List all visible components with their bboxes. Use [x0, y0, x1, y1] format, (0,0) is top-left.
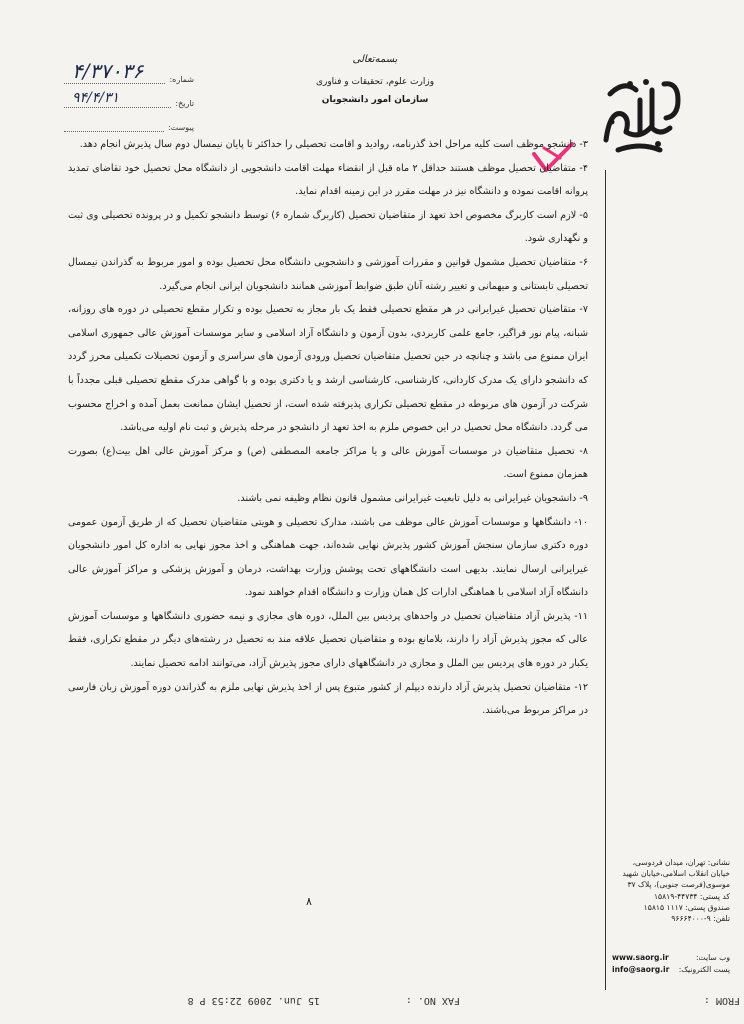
fax-header — [90, 990, 740, 1006]
website-label: وب سایت: — [695, 953, 730, 962]
paragraph-12: ۱۲- متقاضیان تحصیل پذیرش آزاد دارنده دیپلم از کشور متبوع پس از اخذ پذیرش نهایی ملزم به گذراندن دوره آموزش زبان فارسی در مراکز مربوط می‌باشند. — [68, 681, 588, 717]
date-value: ۹۴/۴/۳۱ — [72, 90, 120, 106]
fax-from: FROM : — [703, 995, 740, 1006]
number-row — [64, 60, 194, 84]
page-number: ۸ — [306, 895, 312, 908]
letterhead — [300, 54, 450, 105]
date-row — [64, 84, 194, 108]
paragraph-7: ۷- متقاضیان تحصیل غیرایرانی در هر مقطع تحصیلی فقط یک بار مجاز به تحصیل بوده و تکرار مقطع تحصیلی در دوره های روزانه، شبانه، پیام نور فراگیر، جامع علمی کاربردی، بدون آزمون و دانشگاه آزاد اسلامی و سایر موسسات آموزش عالی جمهوری اسلامی ایران ممنوع می باشد و چنانچه در حین تحصیل متقاضیان تحصیل ورودی آزمون های سراسری و آزمون تحصیلات تکمیلی محرز گردد که دانشجو دارای یک مدرک کاردانی، کارشناسی، کارشناسی ارشد و یا دکتری بوده و با گواهی مدرک مقطع تحصیلی قبلی مجدداً با شرکت در آزمون های مربوطه در مقطع تحصیلی تکراری پذیرفته شده است، از تحصیل ایشان ممانعت بعمل آمده و اخراج محسوب می گردد. دانشگاه محل تحصیل در این خصوص ملزم به اخذ تعهد از دانشجو در مرحله پذیرش و ثبت نام اولیه می‌باشد. — [68, 304, 588, 434]
ministry-name: وزارت علوم، تحقیقات و فناوری — [315, 77, 435, 87]
paragraph-9: ۹- دانشجویان غیرایرانی به دلیل تابعیت غیرایرانی مشمول قانون نظام وظیفه نمی باشند. — [237, 492, 588, 504]
email-label: پست الکترونیک: — [678, 964, 730, 974]
fax-number: FAX NO. : — [405, 995, 460, 1006]
po-box: صندوق پستی: ۱۱۱۷ ۱۵۸۱۵ — [643, 902, 730, 912]
phone-number: تلفن: ۹-۹۶۶۶۴۰۰۰ — [671, 914, 730, 924]
attachment-row — [64, 108, 194, 132]
number-label: شماره: — [169, 75, 194, 84]
paragraph-10: ۱۰- دانشگاهها و موسسات آموزش عالی موظف می باشند، مدارک تحصیلی و هویتی متقاضیان تحصیل که از طریق آزمون عمومی دوره دکتری سازمان سنجش آموزش کشور پذیرش نهایی شده‌اند، جهت هماهنگی و اخذ مجوز نهایی به اداره کل امور دانشجویان غیرایرانی ارسال نمایند. بدیهی است دانشگاههای تحت پوشش وزارت بهداشت، درمان و آموزش پزشکی و مراکز آموزش عالی دانشگاه آزاد اسلامی با هماهنگی ادارات کل همان وزارت و دانشگاه اقدام خواهند نمود. — [68, 516, 588, 599]
fax-datetime: 15 Jun. 2009 22:53 P 8 — [187, 995, 320, 1006]
contact-address — [612, 857, 730, 924]
date-label: تاریخ: — [175, 99, 194, 108]
address-line: خیابان انقلاب اسلامی،خیابان شهید — [622, 869, 730, 879]
document-meta — [64, 60, 194, 132]
paragraph-4: ۴- متقاضیان تحصیل موظف هستند حداقل ۲ ماه قبل از انقضاء مهلت اقامت دانشجویی از دانشگاه محل تحصیل خود تقاضای تمدید پروانه اقامت نموده و دانشگاه نیز در مهلت مقرر در این زمینه اقدام نماید. — [68, 162, 588, 198]
web-contact — [612, 952, 730, 975]
address-line: نشانی: تهران، میدان فردوسی، — [632, 858, 730, 867]
website-link[interactable]: www.saorg.ir — [612, 953, 669, 962]
address-line: موسوی(فرصت جنوبی)، پلاک ۳۷ — [627, 880, 730, 890]
paragraph-3: ۳- دانشجو موظف است کلیه مراحل اخذ گذرنامه، روادید و اقامت تحصیلی را حداکثر تا پایان نیمسال دوم سال پذیرش انجام دهد. — [79, 139, 588, 150]
email-link[interactable]: info@saorg.ir — [612, 964, 670, 974]
document-body — [68, 133, 588, 723]
paragraph-8: ۸- تحصیل متقاضیان در موسسات آموزش عالی و یا مراکز جامعه المصطفی (ص) و مرکز آموزش عالی اهل بیت(ع) بصورت همزمان ممنوع است. — [68, 445, 588, 481]
postal-code: کد پستی: ۴۴۷۳۴-۱۵۸۱۹ — [653, 891, 730, 901]
paragraph-5: ۵- لازم است کاربرگ مخصوص اخذ تعهد از متقاضیان تحصیل (کاربرگ شماره ۶) توسط دانشجو تکمیل و در پرونده تحصیلی وی ثبت و نگهداری شود. — [68, 209, 588, 245]
paragraph-11: ۱۱- پذیرش آزاد متقاضیان تحصیل در واحدهای پردیس بین الملل، دوره های مجازی و نیمه حضوری دانشگاهها و موسسات آموزش عالی که مجوز پذیرش آزاد را دارند، بلامانع بوده و متقاضیان تحصیل علاقه مند به تحصیل در رشته‌های دیگر در مقطع تکراری، فقط یکبار در دوره های پردیس بین الملل و مجازی در دانشگاههای دارای مجوز پذیرش آزاد، می‌توانند ادامه تحصیل نمایند. — [68, 610, 588, 670]
bismillah: بسمه‌تعالی — [352, 54, 398, 65]
organization-name: سازمان امور دانشجویان — [321, 95, 429, 105]
attachment-label: پیوست: — [167, 123, 194, 132]
number-value: ۴/۳۷۰۳۶ — [72, 59, 144, 83]
vertical-divider — [605, 170, 606, 990]
saorg-logo-icon — [600, 70, 684, 154]
paragraph-6: ۶- متقاضیان تحصیل مشمول قوانین و مقررات آموزشی و دانشجویی دانشگاه محل تحصیل بوده و امور مربوط به گذراندن نیمسال تحصیلی تابستانی و میهمانی و تغییر رشته آنان طبق ضوابط آموزشی همانند دانشجویان ایرانی انجام می‌گیرد. — [68, 256, 588, 292]
